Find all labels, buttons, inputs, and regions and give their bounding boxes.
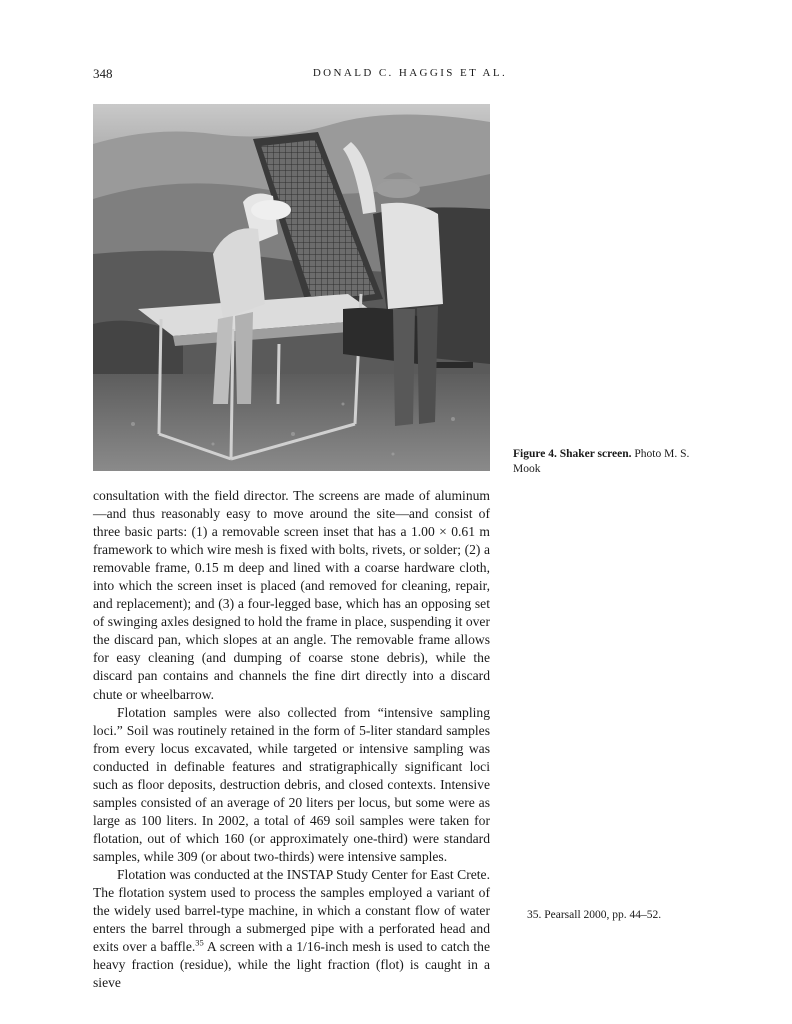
figure-caption-credit: Photo M. S. Mook: [513, 448, 690, 475]
shaker-screen-photo: [93, 104, 490, 471]
figure-shaker-screen-photo: [93, 104, 490, 471]
footnote: [527, 909, 727, 921]
paragraph-1: consultation with the field director. The screens are made of aluminum—and thus reasonably easy to move around the site—and consist of three basic parts: (1) a removable screen inset that has a 1.00 × 0.61 m framework to which wire mesh is fixed with bolts, rivets, or solder; (2) a removable frame, 0.15 m deep and lined with a coarse hardware cloth, into which the screen inset is placed (and removed for cleaning, repair, and replacement); and (3) a four-legged base, which has an opposing set of swinging axles designed to hold the frame in place, suspending it over the discard pan, which slopes at an angle. The removable frame allows for easy cleaning (and dumping of coarse stone debris), while the discard pan contains and channels the fine dirt directly into a discard chute or wheelbarrow.: [93, 488, 490, 702]
footnote-number: 35.: [527, 909, 542, 921]
body-text: [93, 487, 490, 992]
figure-caption-label: Figure 4. Shaker screen.: [513, 448, 632, 460]
page-number: 348: [93, 66, 113, 81]
footnote-reference: 35: [195, 937, 204, 948]
footnote-text: Pearsall 2000, pp. 44–52.: [541, 909, 662, 921]
paragraph-2: Flotation samples were also collected from “intensive sampling loci.” Soil was routinely retained in the form of 5-liter standard samples from every locus excavated, while targeted or intensive sampling was conducted in definable features and stratigraphically significant loci such as floor deposits, destruction debris, and closed contexts. Intensive samples consisted of an average of 20 liters per locus, but some were as large as 100 liters. In 2002, a total of 469 soil samples were taken for flotation, out of which 160 (or approximately one-third) were standard samples, while 309 (or about two-thirds) were intensive samples.: [93, 704, 490, 864]
figure-caption: [513, 447, 713, 477]
paragraph-3-part-1: Flotation was conducted at the INSTAP Study Center for East Crete. The flotation system used to process the samples employed a variant of the widely used barrel-type machine, in which a constant flow of water enters the barrel through a submerged pipe with a perforated head and exits over a baffle.: [93, 866, 490, 955]
paragraph-3-part-2: A screen with a 1/16-inch mesh is used to catch the heavy fraction (residue), while the light fraction (flot) is caught in a sieve: [93, 939, 490, 991]
paragraph-3: [93, 866, 490, 992]
running-head: DONALD C. HAGGIS ET AL.: [312, 67, 508, 79]
